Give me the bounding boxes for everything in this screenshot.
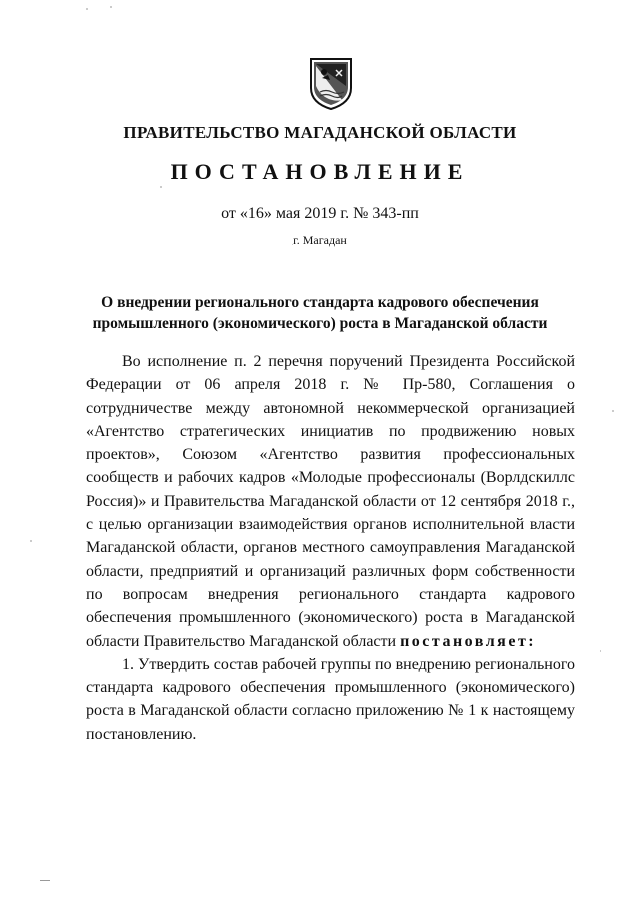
scan-speck (600, 650, 601, 652)
scan-speck (160, 186, 162, 188)
document-date-number: от «16» мая 2019 г. № 343-пп (221, 205, 419, 222)
scan-speck (292, 244, 293, 245)
faint-scan-mark (534, 852, 594, 866)
government-title: ПРАВИТЕЛЬСТВО МАГАДАНСКОЙ ОБЛАСТИ (123, 123, 517, 142)
scan-speck (612, 410, 614, 412)
resolves-keyword: постановляет: (400, 632, 537, 650)
preamble-text: Во исполнение п. 2 перечня поручений Президента Российской Федерации от 06 апреля 2018 г. № Пр-580, Соглашения о сотрудничестве между автономной некоммерческой организацией «Агентство стратегических инициатив по продвижению новых проектов», Союзом «Агентство развития профессиональных сообществ и рабочих кадров «Молодые профессионалы (Ворлдскиллс Россия)» и Правительства Магаданской области от 12 сентября 2018 г., с целью организации взаимодействия органов исполнительной власти Магаданской области, органов местного самоуправления Магаданской области, предприятий и организаций различных форм собственности по вопросам внедрения регионального стандарта кадрового обеспечения промышленного (экономического) роста в Магаданской области Правительство Магаданской области (86, 353, 575, 650)
document-city: г. Магадан (293, 233, 347, 247)
document-body (86, 350, 575, 746)
scan-edge-mark (40, 880, 50, 881)
paragraph-item-1: 1. Утвердить состав рабочей группы по внедрению регионального стандарта кадрового обеспечения промышленного (экономического) роста в Магаданской области согласно приложению № 1 к настоящему постановлению. (86, 655, 575, 743)
scan-speck (110, 6, 112, 8)
document-subject (90, 292, 550, 334)
subject-line-2: промышленного (экономического) роста в Магаданской области (92, 315, 548, 332)
paragraph-preamble (86, 350, 575, 653)
scan-speck (86, 8, 88, 10)
subject-line-1: О внедрении регионального стандарта кадрового обеспечения (101, 294, 539, 311)
document-type: ПОСТАНОВЛЕНИЕ (170, 159, 470, 184)
coat-of-arms-icon (308, 56, 354, 110)
scan-speck (30, 540, 32, 542)
